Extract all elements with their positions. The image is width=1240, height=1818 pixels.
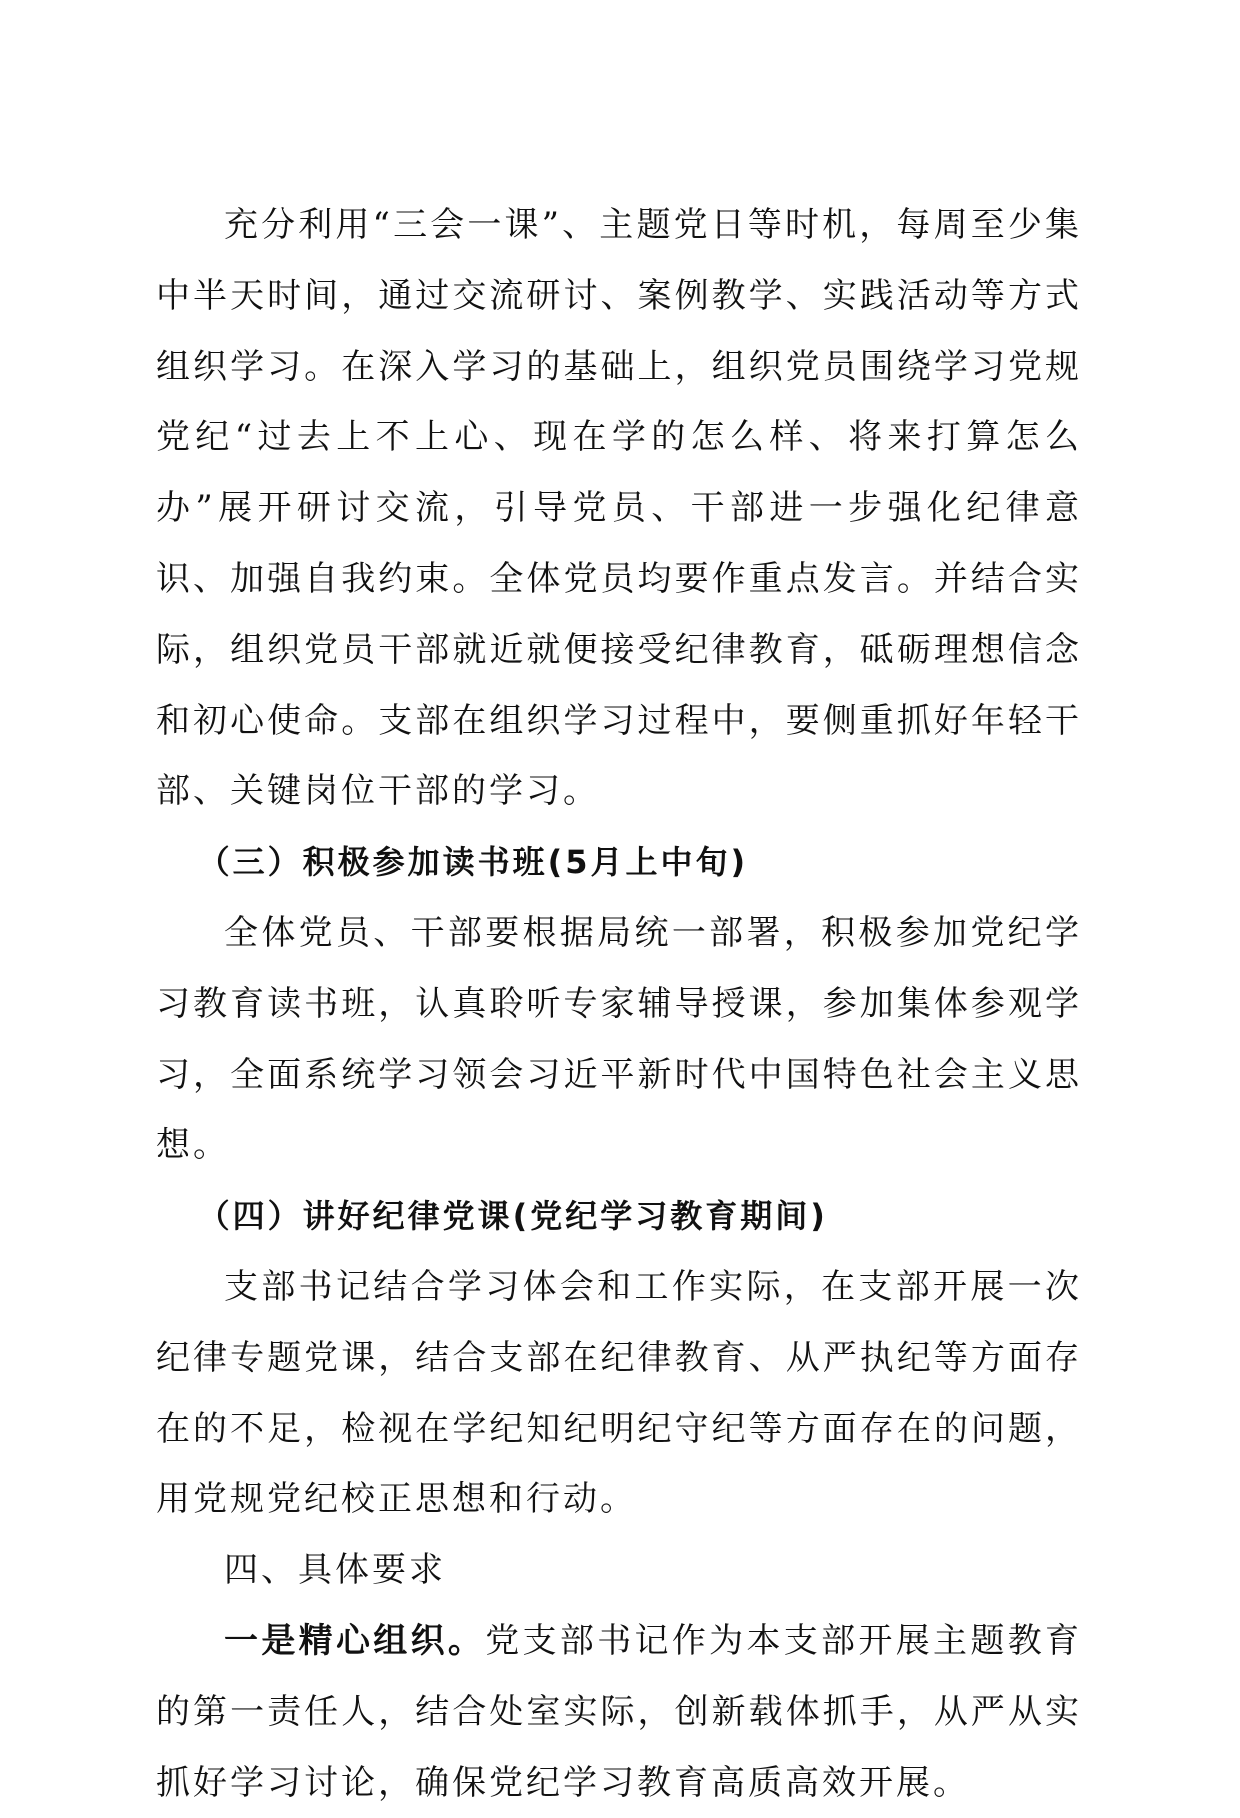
document-body [156, 190, 1082, 1818]
requirement-body: 党支部书记作为本支部开展主题教育的第一责任人，结合处室实际，创新载体抓手，从严从实抓好学习讨论，确保党纪学习教育高质高效开展。 [156, 1620, 1083, 1803]
section-title-requirements: 四、具体要求 [224, 1550, 446, 1591]
heading-reading-class: （三）积极参加读书班(5月上中旬) [197, 843, 749, 882]
paragraph-study-methods: 充分利用“三会一课”、主题党日等时机，每周至少集中半天时间，通过交流研讨、案例教学、实践活动等方式组织学习。在深入学习的基础上，组织党员围绕学习党规党纪“过去上不上心、现在学的怎么样、将来打算怎么办”展开研讨交流，引导党员、干部进一步强化纪律意识、加强自我约束。全体党员均要作重点发言。并结合实际，组织党员干部就近就便接受纪律教育，砥砺理想信念和初心使命。支部在组织学习过程中，要侧重抓好年轻干部、关键岗位干部的学习。 [156, 205, 1082, 812]
paragraph-discipline-lecture: 支部书记结合学习体会和工作实际，在支部开展一次纪律专题党课，结合支部在纪律教育、从严执纪等方面存在的不足，检视在学纪知纪明纪守纪等方面存在的问题，用党规党纪校正思想和行动。 [156, 1266, 1082, 1520]
requirement-lead: 一是精心组织。 [224, 1620, 486, 1661]
paragraph-reading-class: 全体党员、干部要根据局统一部署，积极参加党纪学习教育读书班，认真聆听专家辅导授课，参加集体参观学习，全面系统学习领会习近平新时代中国特色社会主义思想。 [156, 912, 1082, 1166]
paragraph-requirement-1 [156, 1606, 1082, 1818]
heading-discipline-lecture: （四）讲好纪律党课(党纪学习教育期间) [197, 1197, 828, 1236]
